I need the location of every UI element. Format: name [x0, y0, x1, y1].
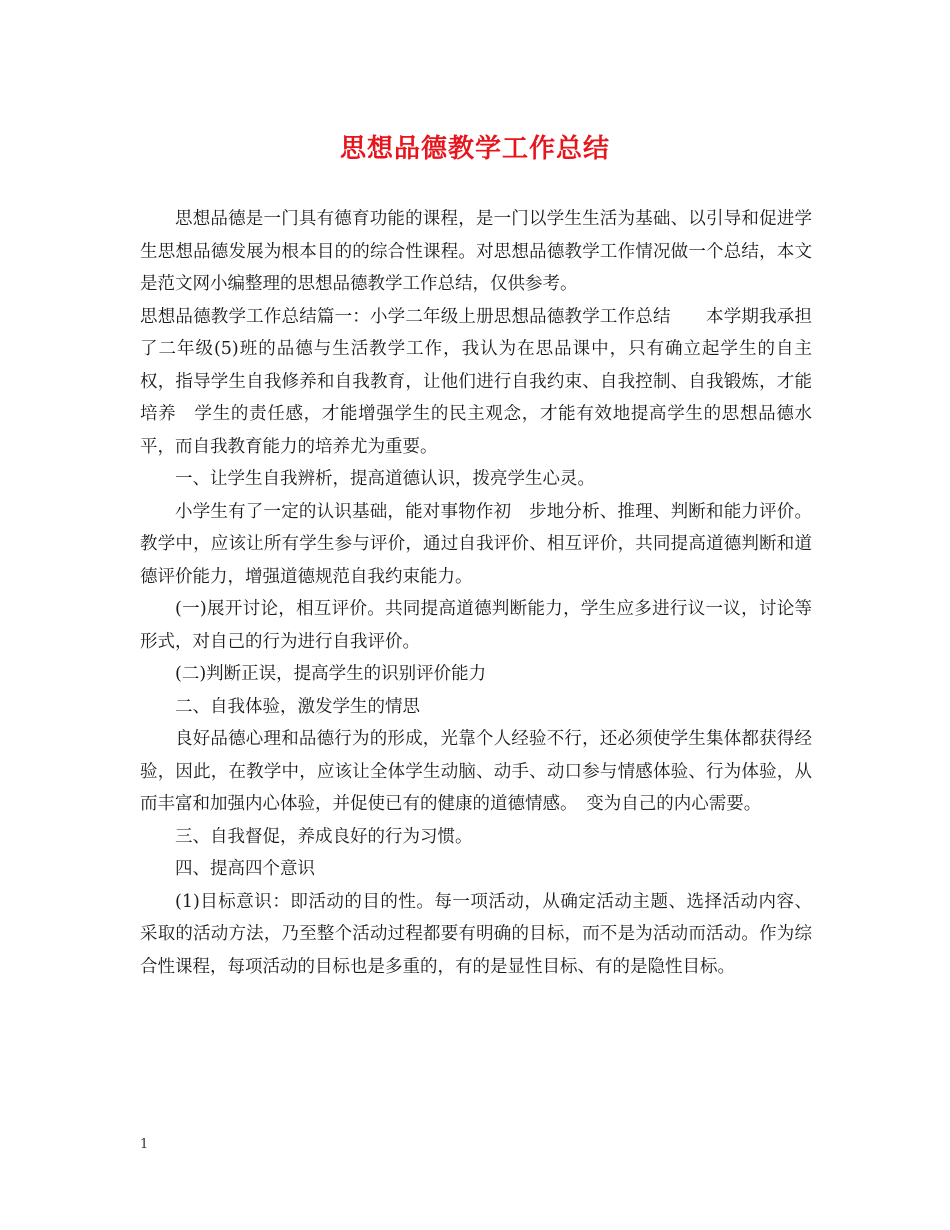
- paragraph-heading-three: 三、自我督促，养成良好的行为习惯。: [175, 826, 473, 847]
- paragraph-heading-one: 一、让学生自我辨析，提高道德认识，拨亮学生心灵。: [175, 469, 595, 489]
- paragraph-heading-four: 四、提高四个意识: [175, 859, 315, 879]
- paragraph-goal-awareness: (1)目标意识：即活动的目的性。每一项活动，从确定活动主题、选择活动内容、采取的活动方法，乃至整个活动过程都要有明确的目标，而不是为活动而活动。作为综合性课程，每项活动的目标也是多重的，有的是显性目标、有的是隐性目标。: [140, 891, 812, 977]
- paragraph-judgement: (二)判断正误，提高学生的识别评价能力: [175, 664, 487, 684]
- paragraph-discussion: (一)展开讨论，相互评价。共同提高道德判断能力，学生应多进行议一议，讨论等形式，对自己的行为进行自我评价。: [140, 599, 812, 652]
- page-number: 1: [140, 1137, 149, 1152]
- paragraph-heading-two: 二、自我体验，激发学生的情思: [175, 696, 420, 717]
- paragraph-experience: 良好品德心理和品德行为的形成，光靠个人经验不行，还必须使学生集体都获得经验，因此，在教学中，应该让全体学生动脑、动手、动口参与情感体验、行为体验，从而丰富和加强内心体验，并促使已有的健康的道德情感。 变为自己的内心需要。: [140, 729, 812, 814]
- document-body: [140, 203, 812, 983]
- paragraph-intro: 思想品德是一门具有德育功能的课程，是一门以学生生活为基础、以引导和促进学生思想品德发展为根本目的的综合性课程。对思想品德教学工作情况做一个总结，本文是范文网小编整理的思想品德教学工作总结，仅供参考。: [140, 209, 812, 294]
- paragraph-article-one: 思想品德教学工作总结篇一：小学二年级上册思想品德教学工作总结 本学期我承担了二年级(5)班的品德与生活教学工作，我认为在思品课中，只有确立起学生的自主权，指导学生自我修养和自我教育，让他们进行自我约束、自我控制、自我锻炼，才能培养 学生的责任感，才能增强学生的民主观念，才能有效地提高学生的思想品德水平，而自我教育能力的培养尤为重要。: [140, 306, 812, 457]
- document-title: 思想品德教学工作总结: [339, 134, 610, 164]
- paragraph-evaluation: 小学生有了一定的认识基础，能对事物作初 步地分析、推理、判断和能力评价。教学中，应该让所有学生参与评价，通过自我评价、相互评价，共同提高道德判断和道德评价能力，增强道德规范自我约束能力。: [140, 501, 812, 587]
